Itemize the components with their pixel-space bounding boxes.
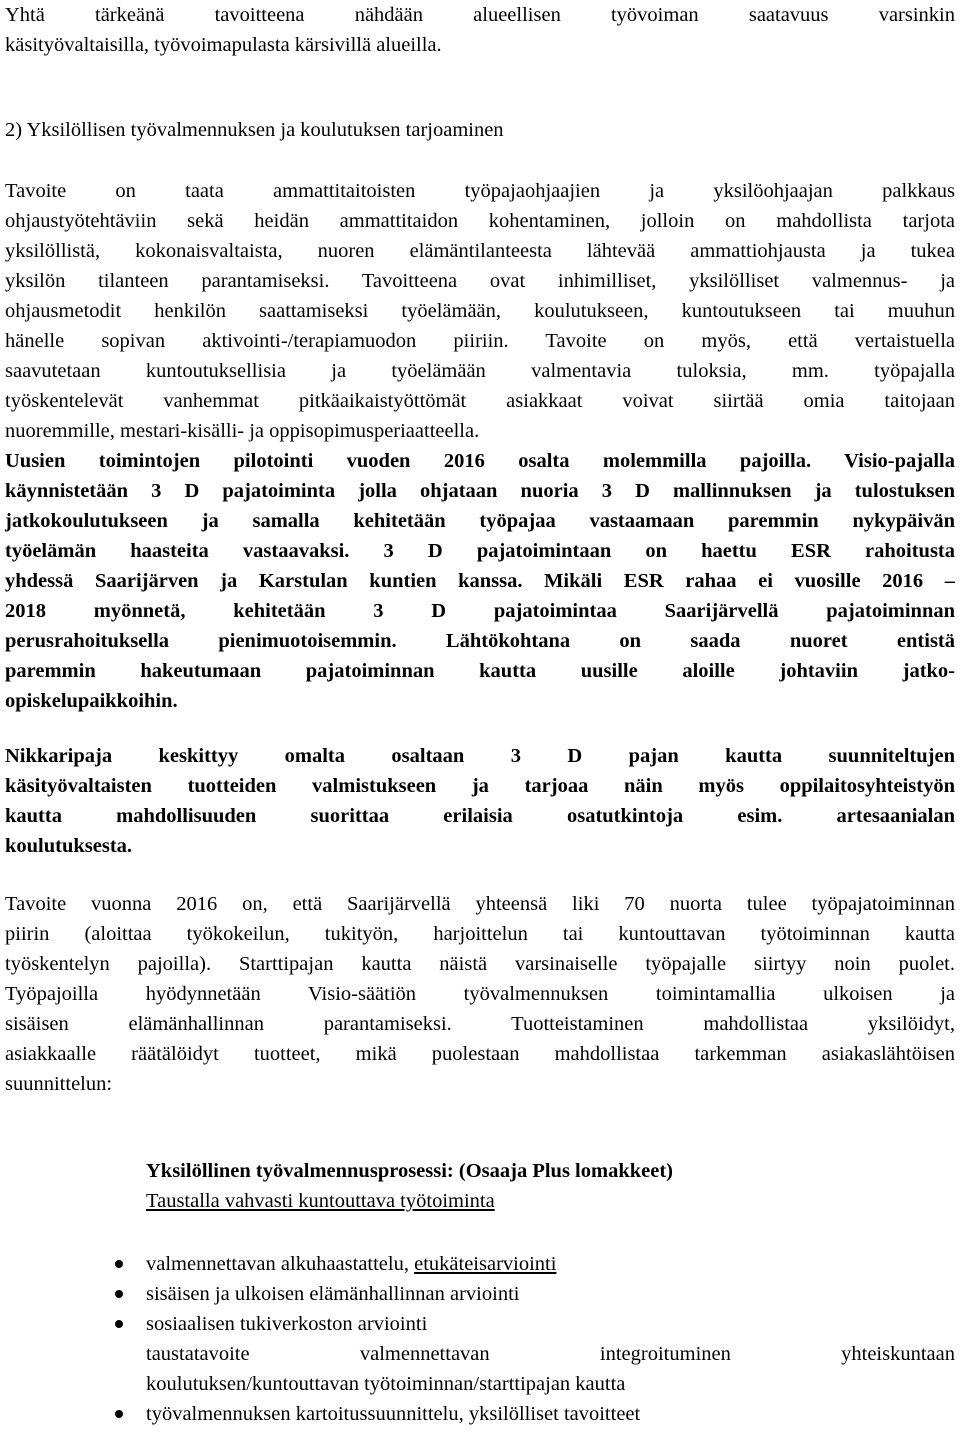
tavoite-paragraph — [5, 889, 955, 1099]
text-line: piirin (aloittaa työkokeilun, tukityön, harjoittelun tai kuntouttavan työtoiminnan kautta — [5, 923, 955, 945]
bold-text-line: jatkokoulutukseen ja samalla kehitetään työpajaa vastaamaan paremmin nykypäivän — [5, 510, 955, 532]
bold-text-line: 2018 myönnetä, kehitetään 3 D pajatoimintaa Saarijärvellä pajatoiminnan — [5, 600, 955, 622]
text-line: Työpajoilla hyödynnetään Visio-säätiön työvalmennuksen toimintamallia ulkoisen ja — [5, 983, 955, 1005]
bold-text-line: opiskelupaikkoihin. — [5, 690, 178, 712]
process-list — [5, 1249, 955, 1429]
list-item — [5, 1309, 955, 1399]
bullet-icon — [115, 1260, 123, 1268]
bold-text-line: Uusien toimintojen pilotointi vuoden 2016 osalta molemmilla pajoilla. Visio-pajalla — [5, 450, 955, 472]
bold-text-line: työelämän haasteita vastaavaksi. 3 D pajatoimintaan on haettu ESR rahoitusta — [5, 540, 955, 562]
list-item — [5, 1399, 955, 1429]
text-line: yksilön tilanteen parantamiseksi. Tavoitteena ovat inhimilliset, yksilölliset valmennus- ja — [5, 270, 955, 292]
text-line: ohjaustyötehtäviin sekä heidän ammattitaidon kohentaminen, jolloin on mahdollista tarjota — [5, 210, 955, 232]
section-heading — [5, 115, 955, 145]
text-line: suunnittelun: — [5, 1073, 113, 1095]
list-item-continuation: taustatavoite valmennettavan integroituminen yhteiskuntaan — [146, 1343, 955, 1365]
list-item-text: sosiaalisen tukiverkoston arviointi — [146, 1313, 428, 1335]
text-line: työskentelyn pajoilla). Starttipajan kautta näistä varsinaiselle työpajalle siirtyy noin puolet. — [5, 953, 955, 975]
text-line: asiakkaalle räätälöidyt tuotteet, mikä puolestaan mahdollistaa tarkemman asiakaslähtöisen — [5, 1043, 955, 1065]
process-title: Yksilöllinen työvalmennusprosessi: (Osaaja Plus lomakkeet) — [146, 1160, 673, 1182]
list-item-text: työvalmennuksen kartoitussuunnittelu, yksilölliset tavoitteet — [146, 1403, 641, 1425]
list-item — [5, 1279, 955, 1309]
text-line: saavutetaan kuntoutuksellisia ja työelämään valmentavia tuloksia, mm. työpajalla — [5, 360, 955, 382]
list-item-underlined-text: etukäteisarviointi — [414, 1253, 557, 1275]
bold-text-line: paremmin hakeutumaan pajatoiminnan kautta uusille aloille johtaviin jatko- — [5, 660, 955, 682]
bullet-icon — [115, 1410, 123, 1418]
bold-text-line: kautta mahdollisuuden suorittaa erilaisia osatutkintoja esim. artesaanialan — [5, 805, 955, 827]
process-subtitle: Taustalla vahvasti kuntouttava työtoiminta — [146, 1190, 495, 1212]
list-item — [5, 1249, 955, 1279]
bullet-icon — [115, 1320, 123, 1328]
text-line: sisäisen elämänhallinnan parantamiseksi. Tuotteistaminen mahdollistaa yksilöidyt, — [5, 1013, 955, 1035]
list-item-text: valmennettavan alkuhaastattelu, — [146, 1253, 415, 1275]
bold-text-line: koulutuksesta. — [5, 835, 133, 857]
section2-paragraph — [5, 176, 955, 716]
text-line: työskentelevät vanhemmat pitkäaikaistyöttömät asiakkaat voivat siirtää omia taitojaan — [5, 390, 955, 412]
bold-text-line: käynnistetään 3 D pajatoiminta jolla ohjataan nuoria 3 D mallinnuksen ja tulostuksen — [5, 480, 955, 502]
text-line: nuoremmille, mestari-kisälli- ja oppisopimusperiaatteella. — [5, 420, 480, 442]
bold-text-line: Nikkaripaja keskittyy omalta osaltaan 3 D pajan kautta suunniteltujen — [5, 745, 955, 767]
process-header — [5, 1156, 955, 1216]
bold-text-line: perusrahoituksella pienimuotoisemmin. Lähtökohtana on saada nuoret entistä — [5, 630, 955, 652]
intro-paragraph — [5, 0, 955, 60]
list-item-text: sisäisen ja ulkoisen elämänhallinnan arviointi — [146, 1283, 520, 1305]
text-line: yksilöllistä, kokonaisvaltaista, nuoren elämäntilanteesta lähtevää ammattiohjausta ja tukea — [5, 240, 955, 262]
text-line: Yhtä tärkeänä tavoitteena nähdään alueellisen työvoiman saatavuus varsinkin — [5, 4, 955, 26]
list-item-continuation: koulutuksen/kuntouttavan työtoiminnan/starttipajan kautta — [146, 1373, 626, 1395]
text-line: käsityövaltaisilla, työvoimapulasta kärsivillä alueilla. — [5, 34, 442, 56]
bold-text-line: yhdessä Saarijärven ja Karstulan kuntien kanssa. Mikäli ESR rahaa ei vuosille 2016 – — [5, 570, 955, 592]
text-line: ohjausmetodit henkilön saattamiseksi työelämään, koulutukseen, kuntoutukseen tai muuhun — [5, 300, 955, 322]
text-line: hänelle sopivan aktivointi-/terapiamuodon piiriin. Tavoite on myös, että vertaistuella — [5, 330, 955, 352]
bullet-icon — [115, 1290, 123, 1298]
nikkaripaja-paragraph — [5, 741, 955, 861]
bold-text-line: käsityövaltaisten tuotteiden valmistukseen ja tarjoaa näin myös oppilaitosyhteistyön — [5, 775, 955, 797]
section-heading-text: 2) Yksilöllisen työvalmennuksen ja koulutuksen tarjoaminen — [5, 119, 504, 141]
text-line: Tavoite on taata ammattitaitoisten työpajaohjaajien ja yksilöohjaajan palkkaus — [5, 180, 955, 202]
text-line: Tavoite vuonna 2016 on, että Saarijärvellä yhteensä liki 70 nuorta tulee työpajatoiminnan — [5, 893, 955, 915]
